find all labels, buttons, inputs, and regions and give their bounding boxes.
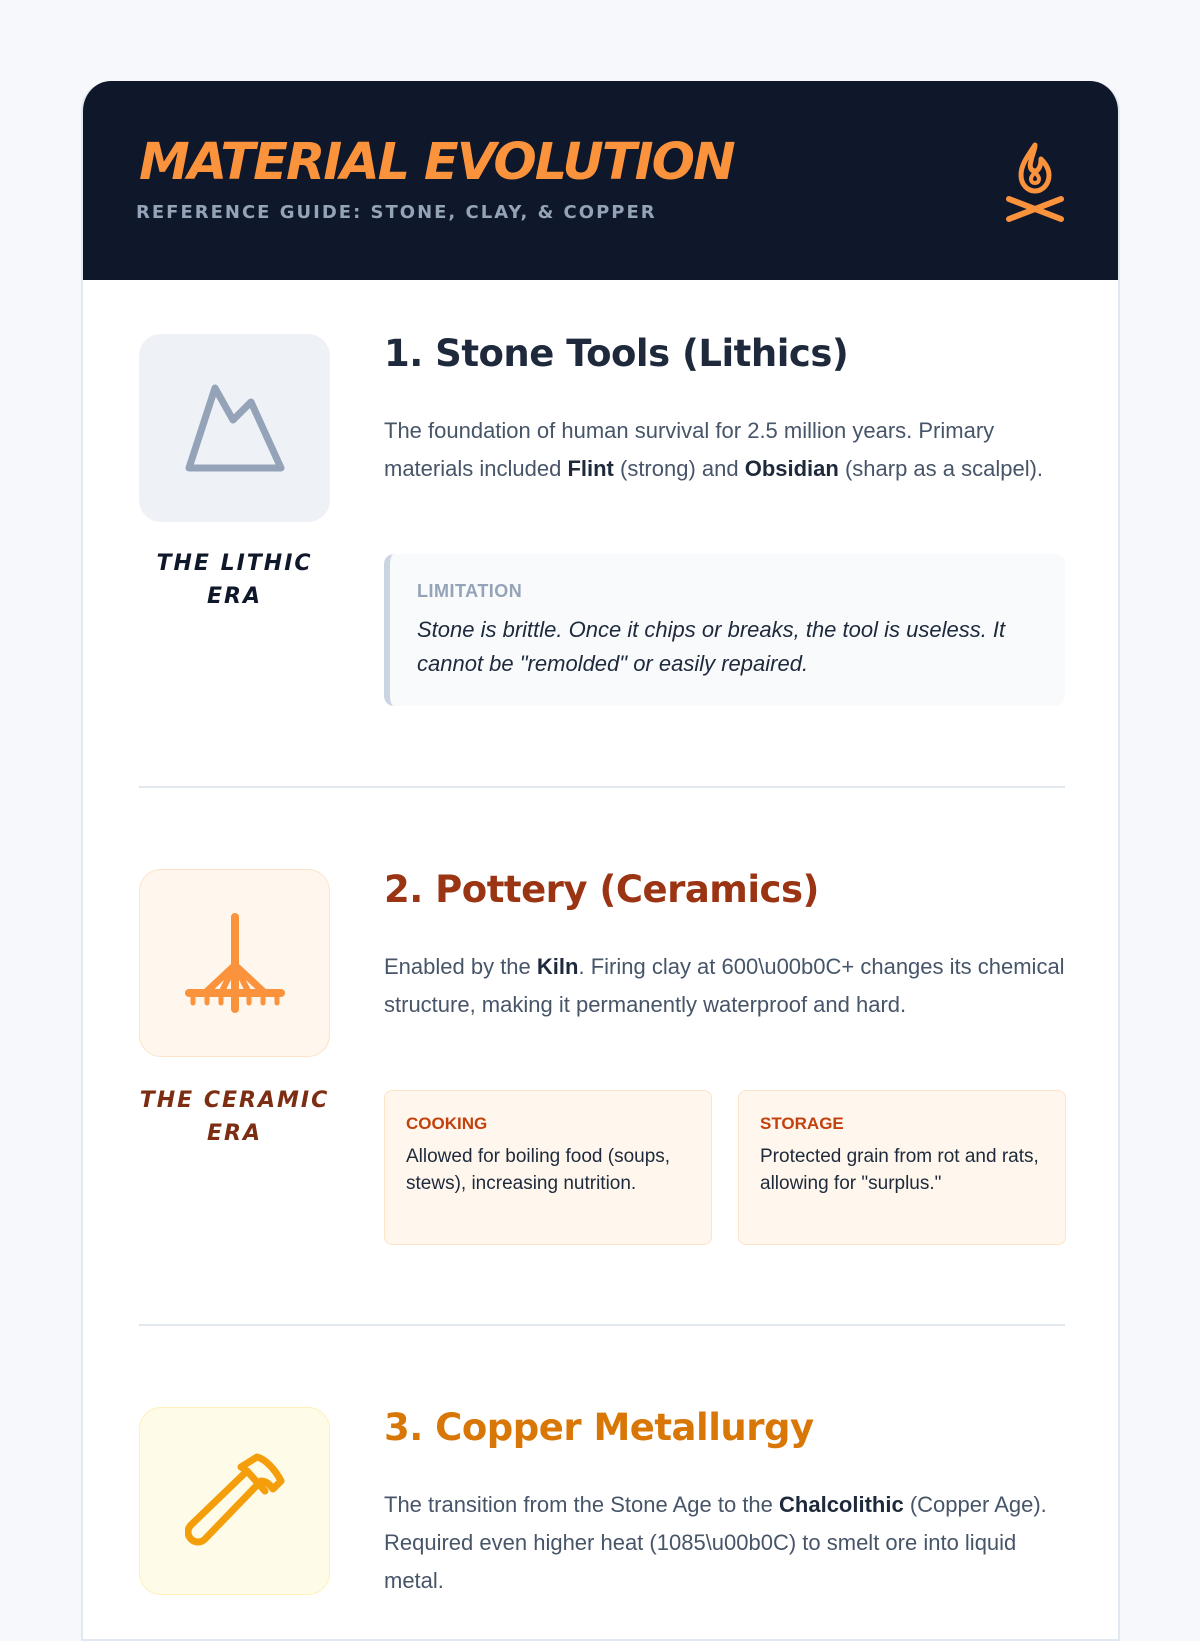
section-body — [384, 1486, 1070, 1600]
pottery-icon-box — [139, 869, 330, 1057]
storage-card — [738, 1090, 1066, 1245]
reference-card — [81, 81, 1120, 1641]
header — [83, 81, 1120, 280]
body-text: The foundation of human survival for 2.5 million years. Primary materials included — [384, 418, 995, 481]
card-text: Allowed for boiling food (soups, stews), increasing nutrition. — [406, 1146, 671, 1194]
card-text: Protected grain from rot and rats, allowing for "surplus." — [760, 1146, 1039, 1194]
section-title: 1. Stone Tools (Lithics) — [384, 332, 849, 375]
stone-icon-box — [139, 334, 330, 522]
body-text: Enabled by the — [384, 954, 537, 979]
section-body — [384, 412, 1070, 488]
card-label: COOKING — [406, 1114, 488, 1133]
card-label: STORAGE — [760, 1114, 844, 1133]
cooking-card — [384, 1090, 712, 1245]
body-text: (strong) and — [613, 456, 745, 481]
era-label: THE CERAMIC ERA — [139, 1088, 330, 1146]
mountain-icon — [185, 380, 285, 476]
body-bold: Kiln — [536, 954, 579, 979]
body-bold: Obsidian — [744, 456, 839, 481]
page-title: MATERIAL EVOLUTION — [139, 133, 734, 192]
body-text: The transition from the Stone Age to the — [384, 1492, 780, 1517]
body-bold: Chalcolithic — [779, 1492, 904, 1517]
page-subtitle: REFERENCE GUIDE: STONE, CLAY, & COPPER — [136, 202, 657, 223]
campfire-icon — [995, 141, 1075, 223]
section-title: 3. Copper Metallurgy — [384, 1406, 814, 1449]
hammer-icon — [185, 1451, 285, 1551]
era-label: THE LITHIC ERA — [156, 551, 313, 609]
body-bold: Flint — [567, 456, 614, 481]
section-title: 2. Pottery (Ceramics) — [384, 868, 819, 911]
section-body — [384, 948, 1070, 1024]
limitation-label: LIMITATION — [417, 581, 523, 601]
limitation-callout — [384, 554, 1065, 706]
copper-icon-box — [139, 1407, 330, 1595]
body-text: (Copper Age). Required even higher heat (1085\u00b0C) to smelt ore into liquid metal. — [384, 1492, 1047, 1593]
section-divider — [139, 786, 1065, 788]
limitation-text: Stone is brittle. Once it chips or breaks, the tool is useless. It cannot be "remolded" or easily repaired. — [417, 617, 1006, 676]
kiln-icon — [185, 913, 285, 1013]
body-text: . Firing clay at 600\u00b0C+ changes its chemical structure, making it permanently waterproof and hard. — [384, 954, 1065, 1017]
body-text: (sharp as a scalpel). — [838, 456, 1044, 481]
section-divider — [139, 1324, 1065, 1326]
